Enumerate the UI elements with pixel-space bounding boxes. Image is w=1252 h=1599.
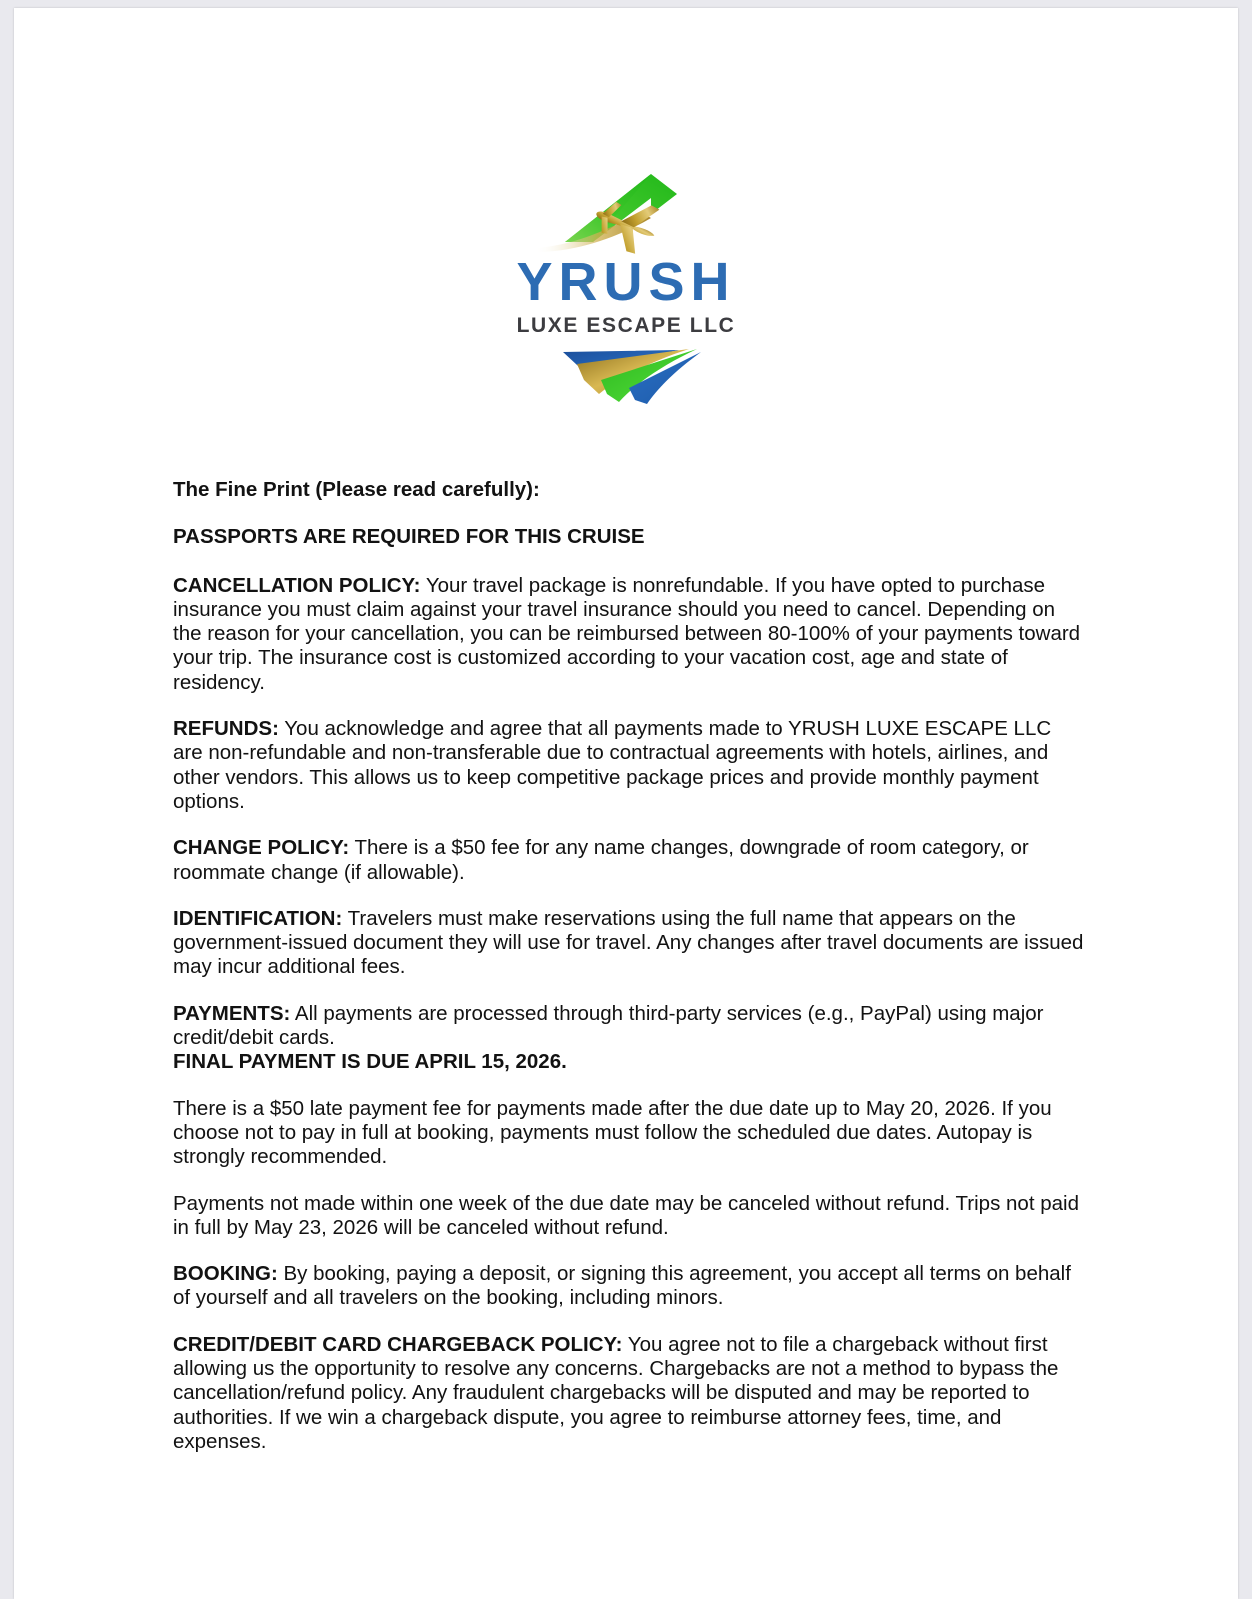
section-text: There is a $50 fee for any name changes, downgrade of room category, or roommate change (if allowable). bbox=[173, 836, 1029, 884]
late-payment-fee-paragraph: There is a $50 late payment fee for payments made after the due date up to May 20, 2026. If you choose not to pay in full at booking, payments must follow the scheduled due dates. Autopay is strongly recommended. bbox=[173, 1096, 1052, 1169]
section-text: You agree not to file a chargeback without first allowing us the opportunity to resolve any concerns. Chargebacks are not a method to bypass the cancellation/refund policy. Any fraudulent chargebacks will be disputed and may be reported to authorities. If we win a chargeback dispute, you agree to reimburse attorney fees, time, and expenses. bbox=[173, 1332, 1059, 1453]
logo-arrow-plane-icon bbox=[501, 168, 751, 258]
section-text: Travelers must make reservations using the full name that appears on the government-issued document they will use for travel. Any changes after travel documents are issued may incur additional fees. bbox=[173, 906, 1084, 979]
company-logo bbox=[14, 168, 1238, 406]
section-lead: PAYMENTS: bbox=[173, 1001, 291, 1025]
section-cancellation-policy bbox=[173, 574, 1086, 695]
logo-tagline: LUXE ESCAPE LLC bbox=[516, 314, 736, 338]
document-page bbox=[14, 8, 1238, 1599]
final-payment-due-line: FINAL PAYMENT IS DUE APRIL 15, 2026. bbox=[173, 1050, 567, 1074]
section-text: You acknowledge and agree that all payments made to YRUSH LUXE ESCAPE LLC are non-refundable and non-transferable due to contractual agreements with hotels, airlines, and other vendors. This allows us to keep competitive package prices and provide monthly payment options. bbox=[173, 717, 1052, 813]
section-refunds bbox=[173, 717, 1086, 814]
section-change-policy bbox=[173, 836, 1086, 885]
section-lead: IDENTIFICATION: bbox=[173, 906, 343, 930]
section-identification bbox=[173, 907, 1086, 980]
section-text: All payments are processed through third-party services (e.g., PayPal) using major credit/debit cards. bbox=[173, 1001, 1044, 1050]
payment-cancellation-paragraph: Payments not made within one week of the due date may be canceled without refund. Trips not paid in full by May 23, 2026 will be canceled without refund. bbox=[173, 1191, 1079, 1239]
section-text: By booking, paying a deposit, or signing this agreement, you accept all terms on behalf of yourself and all travelers on the booking, including minors. bbox=[173, 1262, 1071, 1310]
section-lead: BOOKING: bbox=[173, 1262, 278, 1286]
logo-wordmark: YRUSH bbox=[516, 252, 736, 312]
section-lead: CANCELLATION POLICY: bbox=[173, 573, 421, 597]
section-lead: CHANGE POLICY: bbox=[173, 836, 350, 860]
logo-swoosh-icon bbox=[551, 344, 701, 406]
section-text: Your travel package is nonrefundable. If you have opted to purchase insurance you must claim against your travel insurance should you need to cancel. Depending on the reason for your cancellation, you can be reimbursed between 80-100% of your payments toward your trip. The insurance cost is customized according to your vacation cost, age and state of residency. bbox=[173, 573, 1081, 694]
section-booking bbox=[173, 1262, 1086, 1311]
section-payments bbox=[173, 1002, 1086, 1075]
section-lead: CREDIT/DEBIT CARD CHARGEBACK POLICY: bbox=[173, 1332, 623, 1356]
passport-notice: PASSPORTS ARE REQUIRED FOR THIS CRUISE bbox=[173, 525, 645, 549]
fine-print-body bbox=[173, 478, 1086, 1476]
fine-print-title: The Fine Print (Please read carefully): bbox=[173, 478, 540, 501]
section-chargeback-policy bbox=[173, 1333, 1086, 1454]
section-lead: REFUNDS: bbox=[173, 717, 279, 741]
